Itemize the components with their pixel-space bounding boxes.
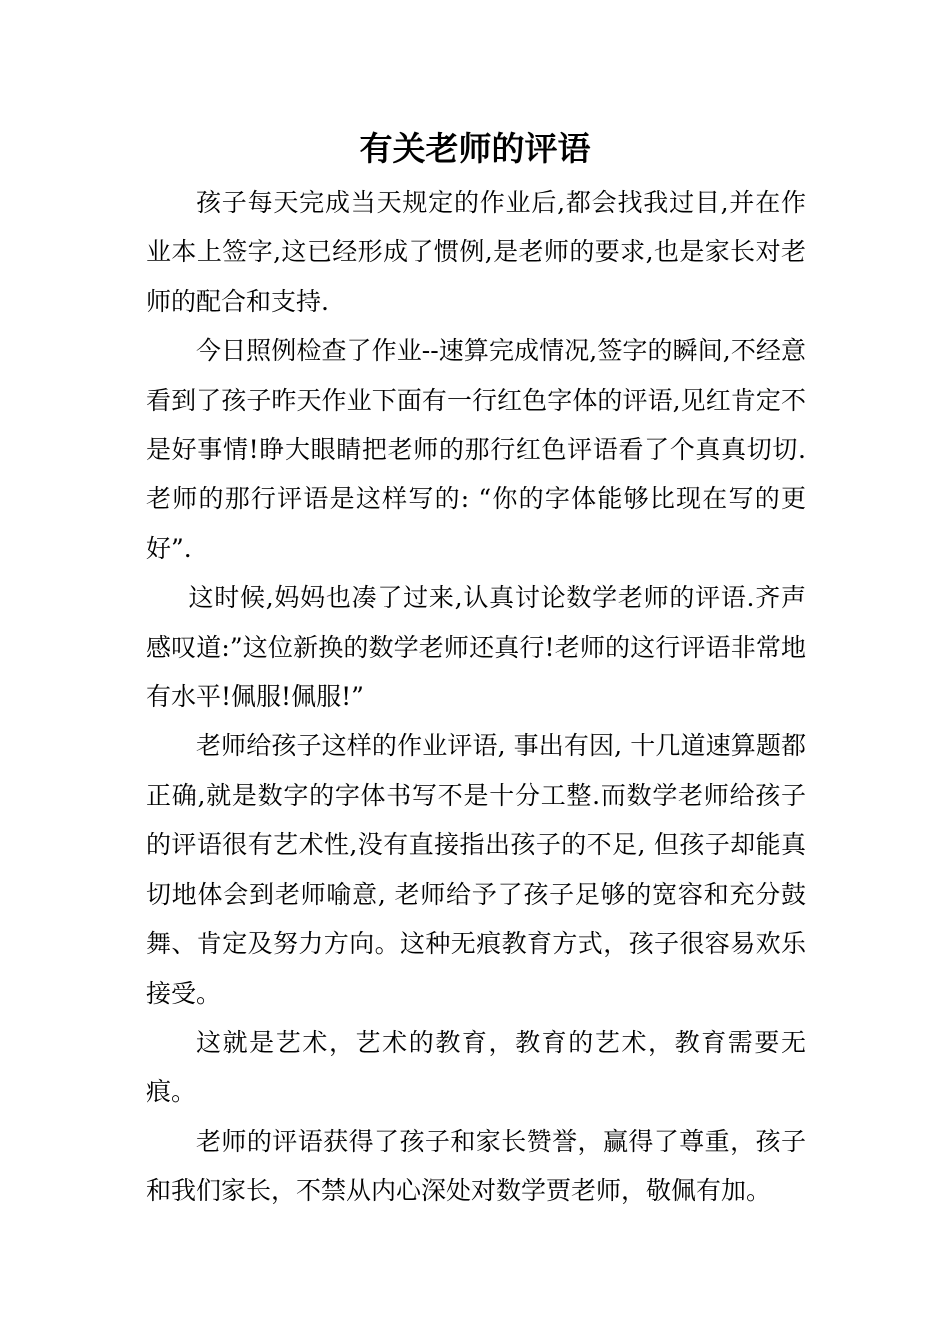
document-title: 有关老师的评语 — [359, 129, 591, 168]
paragraph-4: 老师给孩子这样的作业评语, 事出有因, 十几道速算题都正确,就是数字的字体书写不是十分工整.而数学老师给孩子的评语很有艺术性,没有直接指出孩子的不足, 但孩子却能真切地体会到老师喻意, 老师给予了孩子足够的宽容和充分鼓舞、肯定及努力方向。这种无痕教育方式，孩子很容易欢乐接受。 — [146, 731, 806, 1008]
paragraph-5: 这就是艺术，艺术的教育，教育的艺术，教育需要无痕。 — [146, 1027, 806, 1107]
paragraph-2: 今日照例检查了作业--速算完成情况,签字的瞬间,不经意看到了孩子昨天作业下面有一行红色字体的评语,见红肯定不是好事情!睁大眼睛把老师的那行红色评语看了个真真切切.老师的那行评语是这样写的: “你的字体能够比现在写的更好”. — [146, 336, 806, 563]
paragraph-6: 老师的评语获得了孩子和家长赞誉，赢得了尊重，孩子和我们家长，不禁从内心深处对数学贾老师，敬佩有加。 — [146, 1126, 806, 1206]
paragraph-1: 孩子每天完成当天规定的作业后,都会找我过目,并在作业本上签字,这已经形成了惯例,是老师的要求,也是家长对老师的配合和支持. — [146, 188, 806, 316]
document-body — [146, 178, 806, 1216]
paragraph-3: 这时候,妈妈也凑了过来,认真讨论数学老师的评语.齐声感叹道:”这位新换的数学老师还真行!老师的这行评语非常地有水平!佩服!佩服!” — [146, 583, 806, 712]
